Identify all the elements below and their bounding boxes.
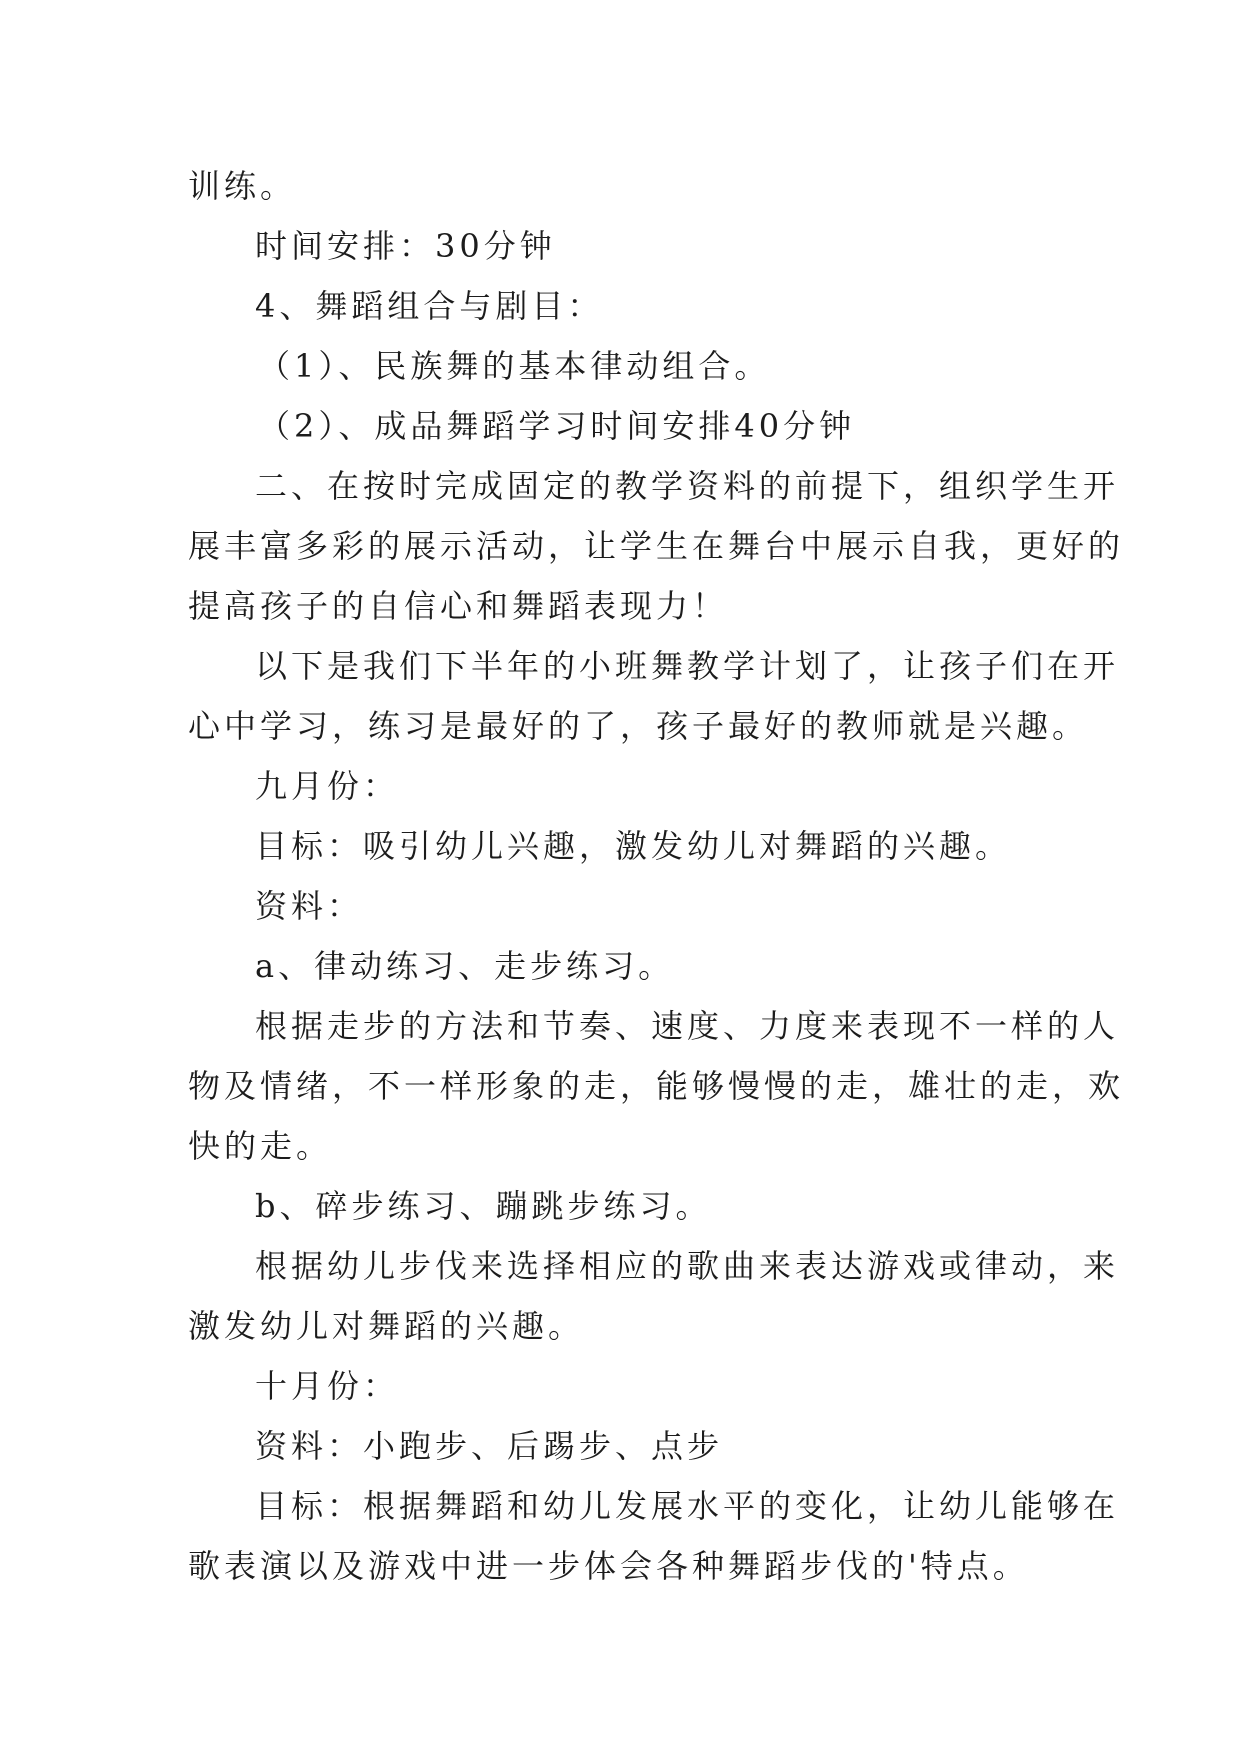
text-line: 心中学习，练习是最好的了，孩子最好的教师就是兴趣。	[188, 707, 1089, 745]
text-line: （1）、民族舞的基本律动组合。	[258, 347, 771, 385]
text-line: 展丰富多彩的展示活动，让学生在舞台中展示自我，更好的	[188, 527, 1125, 565]
text-line: 资料：	[255, 887, 364, 925]
text-line: 时间安排：30分钟	[255, 227, 556, 265]
text-line: a、律动练习、走步练习。	[255, 947, 675, 985]
text-line: 目标：根据舞蹈和幼儿发展水平的变化，让幼儿能够在	[255, 1487, 1120, 1525]
text-line: 物及情绪，不一样形象的走，能够慢慢的走，雄壮的走，欢	[188, 1067, 1125, 1105]
text-line: 根据幼儿步伐来选择相应的歌曲来表达游戏或律动，来	[255, 1247, 1120, 1285]
text-line: b、碎步练习、蹦跳步练习。	[255, 1187, 712, 1225]
text-line: 训练。	[188, 167, 297, 205]
text-line: 4、舞蹈组合与剧目：	[255, 287, 604, 325]
text-line: （2）、成品舞蹈学习时间安排40分钟	[258, 407, 856, 445]
text-line: 目标：吸引幼儿兴趣，激发幼儿对舞蹈的兴趣。	[255, 827, 1012, 865]
text-line: 提高孩子的自信心和舞蹈表现力！	[188, 587, 729, 625]
text-line: 以下是我们下半年的小班舞教学计划了，让孩子们在开	[255, 647, 1120, 685]
text-line: 二、在按时完成固定的教学资料的前提下，组织学生开	[255, 467, 1120, 505]
text-line: 九月份：	[255, 767, 400, 805]
text-line: 根据走步的方法和节奏、速度、力度来表现不一样的人	[255, 1007, 1120, 1045]
text-line: 资料：小跑步、后踢步、点步	[255, 1427, 724, 1465]
text-line: 激发幼儿对舞蹈的兴趣。	[188, 1307, 585, 1345]
text-line: 快的走。	[188, 1127, 333, 1165]
text-line: 歌表演以及游戏中进一步体会各种舞蹈步伐的'特点。	[188, 1547, 1029, 1585]
text-line: 十月份：	[255, 1367, 400, 1405]
